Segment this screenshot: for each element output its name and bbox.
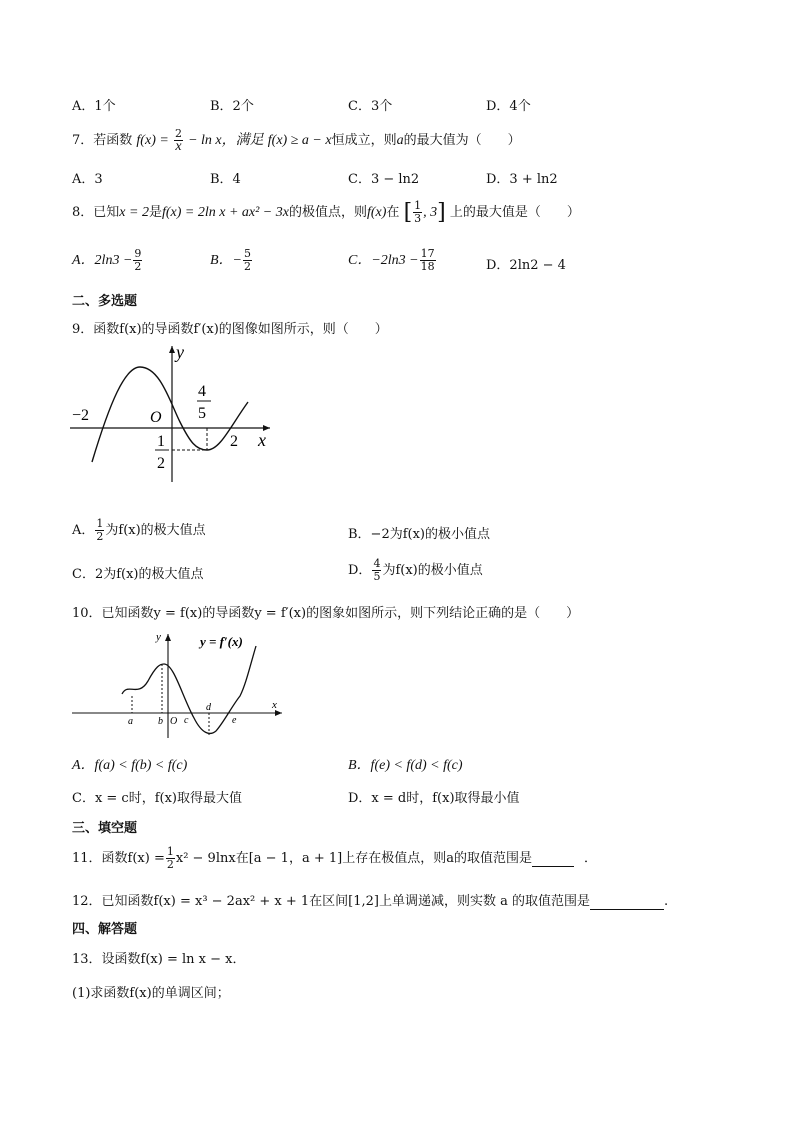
q8-option-c: C．−2ln3 − $\frac{17}{18}$: [348, 247, 435, 273]
q7-stem: [72, 128, 521, 153]
q10-y-arrow: [165, 634, 171, 641]
q8-prefix: 8．已知: [72, 205, 120, 220]
q8-mid: 的极值点，则: [288, 205, 367, 220]
q7-condition: f(x) ≥ a − x: [267, 133, 332, 148]
q10-label-d: d: [206, 702, 211, 713]
q7-after: − ln x，满足: [188, 133, 264, 148]
q7-prefix: 7．若函数: [72, 133, 133, 148]
q7-a: a: [396, 133, 404, 148]
q11-stem: [72, 846, 597, 871]
q8-option-a: A．2ln3 − $\frac{9}{2}$: [72, 247, 142, 273]
q9-label-half-den: 2: [157, 455, 165, 472]
q10-label-o: O: [170, 716, 178, 727]
q9-label-half-num: 1: [157, 433, 165, 450]
q7-fraction: $\frac{2}{x}$: [174, 127, 182, 154]
q9-curve: [92, 367, 248, 462]
q11-fraction: $\frac{1}{2}$: [166, 845, 174, 871]
q9-option-b: B．−2为f(x)的极小值点: [348, 527, 491, 542]
q6-options: [72, 95, 732, 123]
q13-part1: (1)求函数f(x)的单调区间；: [72, 986, 230, 1001]
q10-options-cd: [72, 787, 732, 815]
q12-answer-blank[interactable]: [590, 894, 664, 910]
q7-end: 的最大值为（ ）: [403, 133, 521, 148]
q7-options: [72, 168, 732, 196]
q6-option-b: B．2个: [210, 99, 254, 114]
q10-option-b: B．f(e) < f(d) < f(c): [348, 758, 463, 773]
q8-in: 在: [386, 205, 400, 220]
q12-stem: [72, 890, 668, 910]
q10-stem: 10．已知函数y = f(x)的导函数y = f′(x)的图象如图所示，则下列结论正确的是（ ）: [72, 606, 580, 621]
q9-option-d: D． $\frac{4}{5}$ 为f(x)的极小值点: [348, 557, 483, 583]
q7-option-a: A．3: [72, 172, 103, 187]
q10-graph-title: y = f′(x): [200, 634, 243, 649]
q11-prefix: 11．函数f(x) =: [72, 851, 165, 866]
q6-option-d: D．4个: [486, 99, 531, 114]
q7-option-d: D．3 + ln2: [486, 172, 558, 187]
q9-label-neg2: −2: [72, 407, 90, 424]
q10-option-d: D．x = d时，f(x)取得最小值: [348, 791, 520, 806]
q9-option-a: A． $\frac{1}{2}$ 为f(x)的极大值点: [72, 517, 206, 543]
q8-fx: f(x): [366, 205, 387, 220]
q7-tail: 恒成立，则: [331, 133, 397, 148]
q9-stem: 9．函数f(x)的导函数f′(x)的图像如图所示，则（ ）: [72, 322, 388, 337]
q10-label-e: e: [232, 715, 237, 726]
q11-mid: x² − 9lnx在[a − 1，a + 1]上存在极值点，则a的取值范围是: [175, 851, 532, 866]
q9-label-o: O: [150, 409, 162, 426]
q8-option-b: B．− $\frac{5}{2}$: [210, 247, 251, 273]
q7-option-c: C．3 − ln2: [348, 172, 420, 187]
q7-option-b: B．4: [210, 172, 241, 187]
q9-options-ab: [72, 518, 732, 550]
q8-func: f(x) = 2ln x + ax² − 3x: [161, 205, 289, 220]
q8-x2: x = 2: [119, 205, 149, 220]
q9-label-4: 4: [198, 383, 206, 400]
q7-func: f(x) =: [136, 133, 169, 148]
q10-option-a: A．f(a) < f(b) < f(c): [72, 758, 188, 773]
q8-is: 是: [148, 205, 162, 220]
q9-label-x: x: [258, 430, 266, 450]
q10-label-x: x: [272, 699, 277, 711]
section-title-solutions: 四、解答题: [72, 922, 138, 937]
q13-stem: 13．设函数f(x) = ln x − x．: [72, 952, 246, 967]
q11-end: ．: [583, 851, 597, 866]
q10-option-c: C．x = c时，f(x)取得最大值: [72, 791, 243, 806]
q10-label-c: c: [184, 715, 189, 726]
q12-end: .: [664, 894, 669, 909]
q10-label-y: y: [156, 631, 161, 643]
q9-y-arrow: [169, 346, 175, 353]
q10-graph: [70, 626, 292, 746]
q10-label-b: b: [158, 716, 163, 727]
q8-option-d: D．2ln2 − 4: [486, 258, 566, 273]
q9-label-y: y: [176, 342, 184, 362]
q6-option-c: C．3个: [348, 99, 393, 114]
q9-label-5: 5: [198, 405, 206, 422]
q11-answer-blank[interactable]: [532, 851, 574, 867]
q9-label-2: 2: [230, 433, 238, 450]
q6-option-a: A．1个: [72, 99, 116, 114]
q9-option-c: C．2为f(x)的极大值点: [72, 567, 204, 582]
q10-options-ab: [72, 754, 732, 782]
q8-stem: 8．已知x = 2是f(x) = 2ln x + ax² − 3x的极值点，则f(x)在 [ $\frac{1}{3}$ , 3] 上的最大值是（ ）: [72, 199, 580, 225]
q10-label-a: a: [128, 716, 133, 727]
q8-interval-fraction: $\frac{1}{3}$: [414, 199, 422, 225]
q9-graph: [70, 342, 280, 487]
q12-text: 12．已知函数f(x) = x³ − 2ax² + x + 1在区间[1,2]上单调递减，则实数 a 的取值范围是: [72, 894, 591, 909]
section-title-multi-choice: 二、多选题: [72, 294, 138, 309]
q9-options-cd: [72, 558, 732, 590]
q8-interval-tail: , 3: [423, 205, 438, 220]
q8-options: [72, 248, 732, 280]
section-title-fill-blank: 三、填空题: [72, 821, 138, 836]
q8-end: 上的最大值是（ ）: [449, 205, 580, 220]
